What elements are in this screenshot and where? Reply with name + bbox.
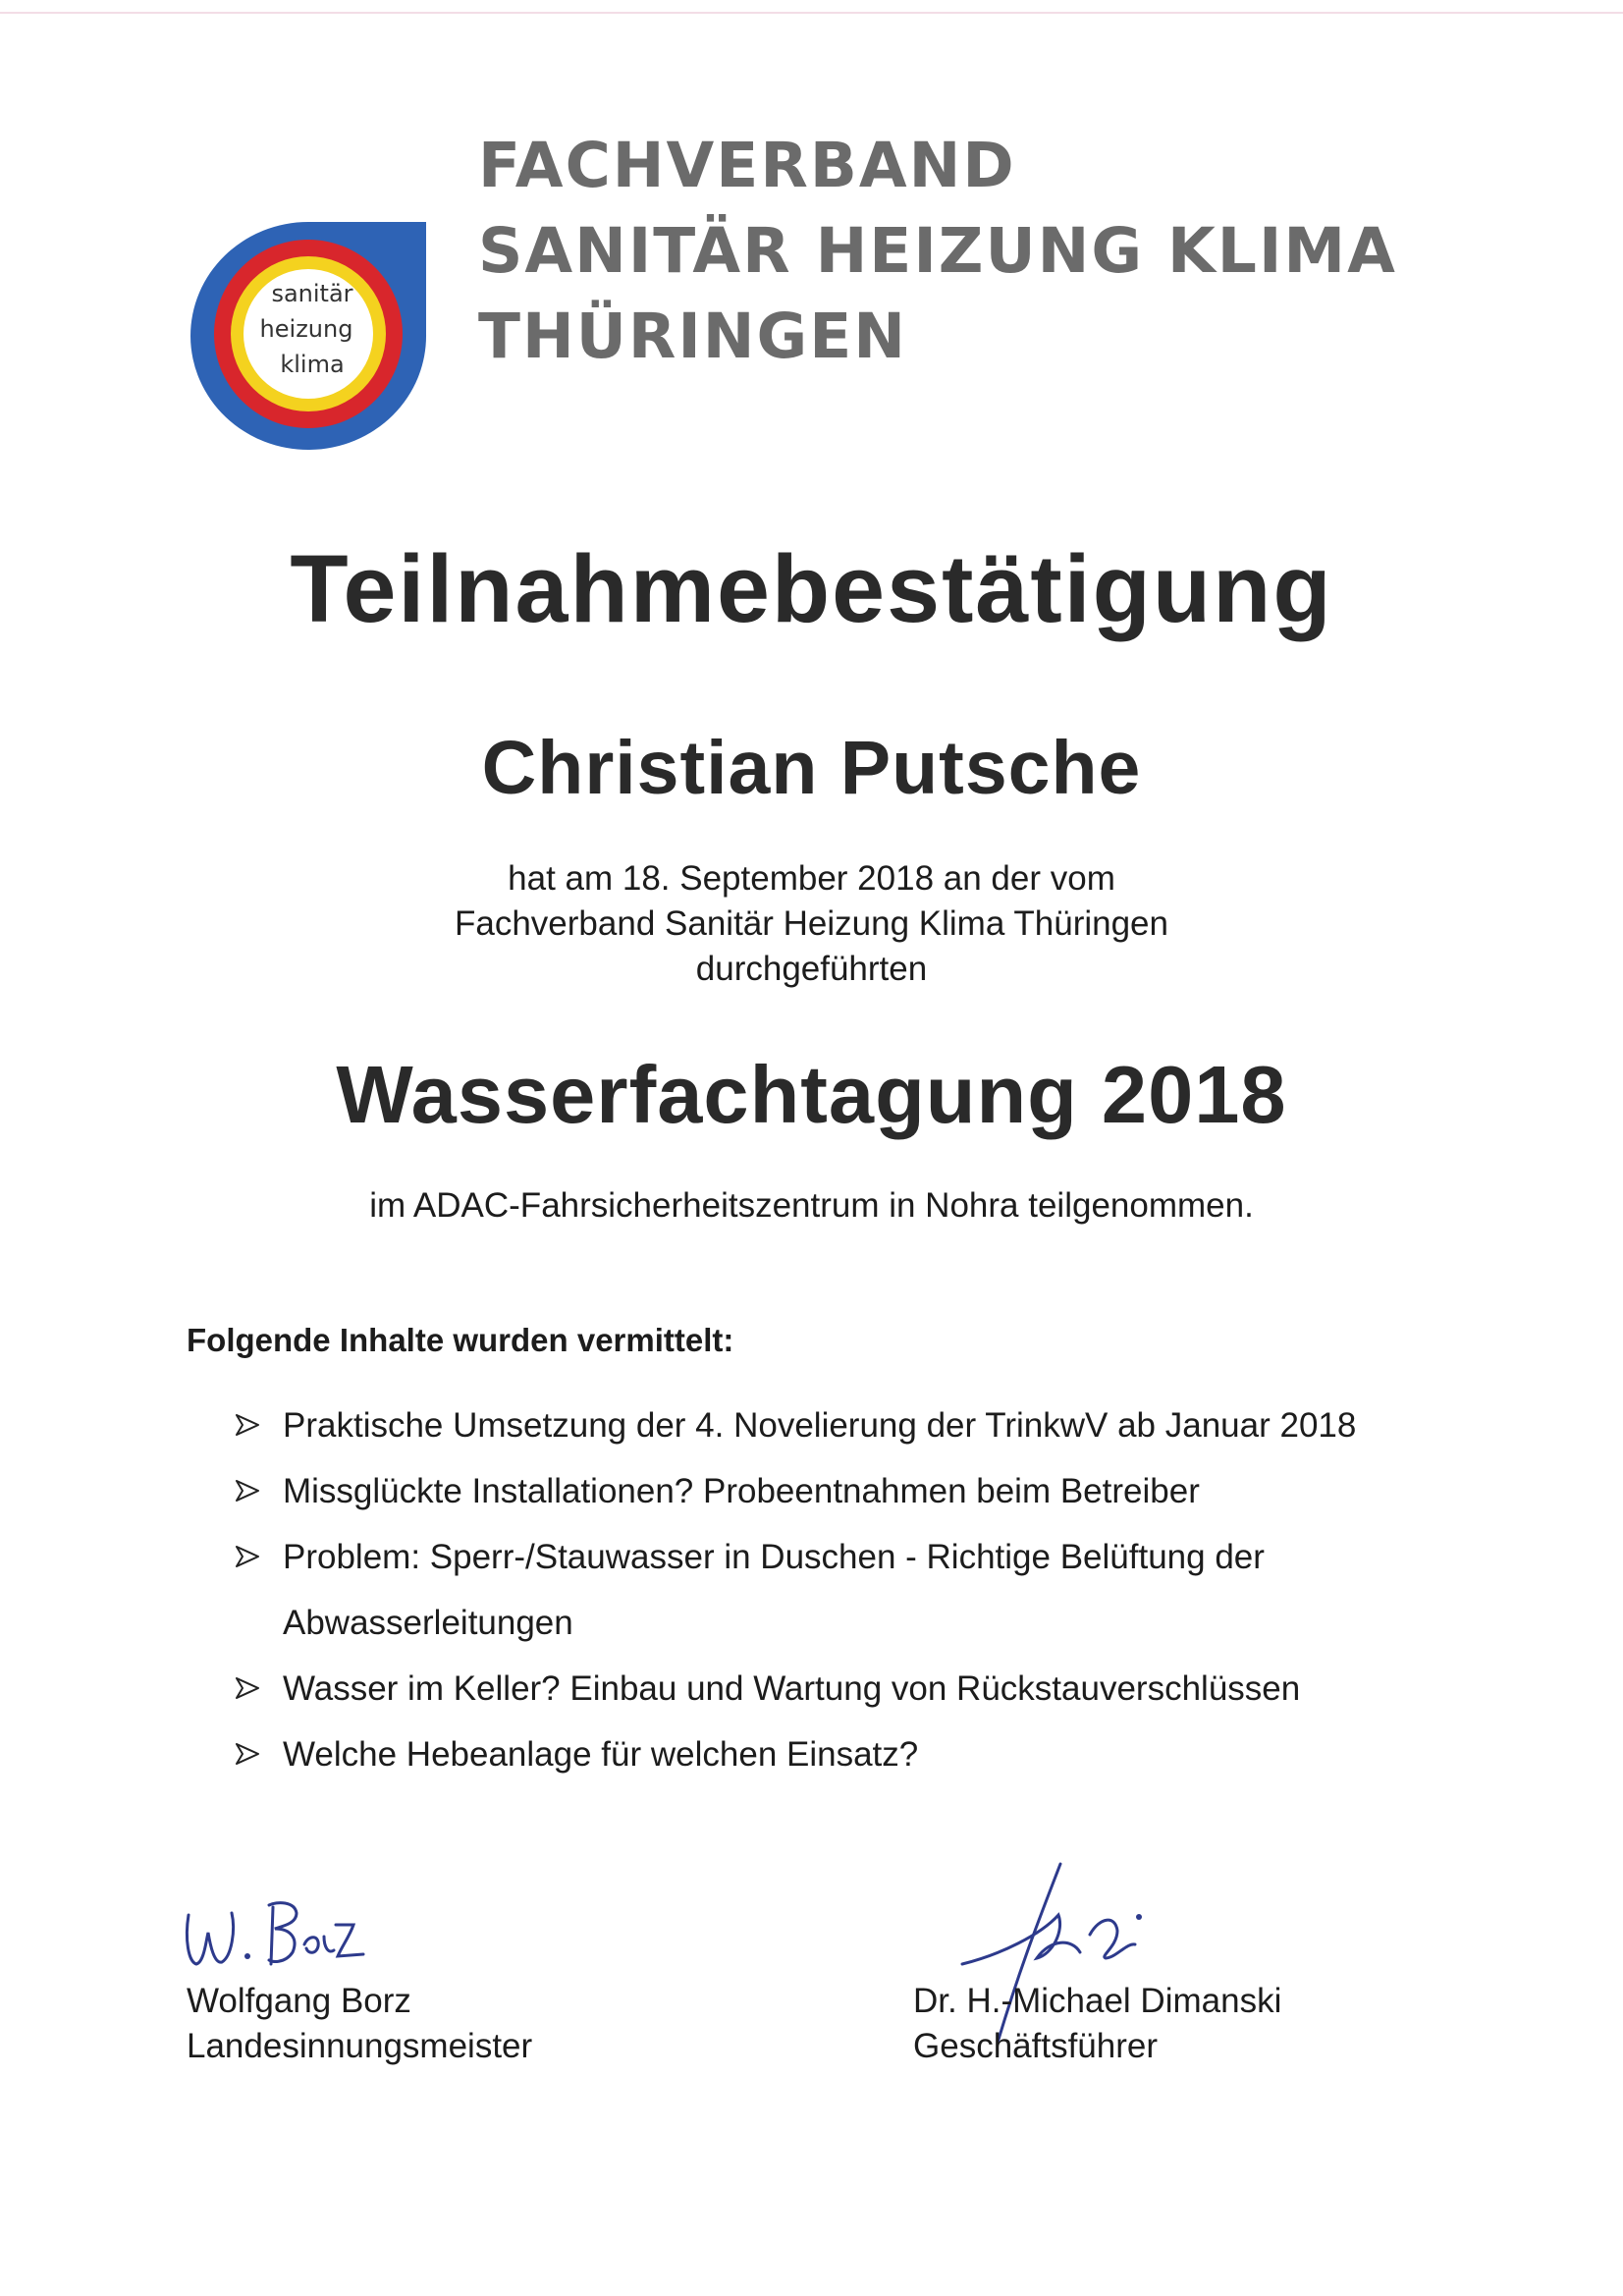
recipient-name: Christian Putsche <box>481 726 1142 810</box>
association-logo <box>187 218 430 452</box>
intro-line-1: hat am 18. September 2018 an der vom <box>508 859 1115 898</box>
intro-line-3: durchgeführten <box>695 950 928 988</box>
list-item <box>236 1393 1443 1458</box>
signer-role-right: Geschäftsführer <box>913 2027 1158 2065</box>
list-item <box>236 1458 1443 1524</box>
contents-list <box>236 1393 1443 1787</box>
logo-text-line-1: sanitär <box>271 280 353 307</box>
contents-heading: Folgende Inhalte wurden vermittelt: <box>187 1322 734 1358</box>
organization-name-line-3: THÜRINGEN <box>478 301 908 372</box>
organization-name-line-2: SANITÄR HEIZUNG KLIMA <box>478 215 1397 287</box>
intro-text <box>0 856 1623 992</box>
arrow-bullet-icon <box>236 1414 259 1436</box>
organization-name <box>478 123 1558 379</box>
location-line: im ADAC-Fahrsicherheitszentrum in Nohra teilgenommen. <box>369 1186 1254 1225</box>
intro-line-2: Fachverband Sanitär Heizung Klima Thüringen <box>455 904 1168 943</box>
list-item <box>236 1722 1443 1787</box>
logo-text-line-3: klima <box>280 351 345 378</box>
arrow-bullet-icon <box>236 1480 259 1502</box>
list-item-text: Missglückte Installationen? Probeentnahmen beim Betreiber <box>283 1472 1200 1510</box>
list-item <box>236 1524 1443 1656</box>
document-title: Teilnahmebestätigung <box>290 535 1333 642</box>
logo-text-line-2: heizung <box>259 315 353 343</box>
signature-left-drawing <box>167 1886 403 1994</box>
list-item-text: Welche Hebeanlage für welchen Einsatz? <box>283 1735 919 1774</box>
signer-name-right: Dr. H.-Michael Dimanski <box>913 1982 1282 2020</box>
signature-left <box>187 1979 532 2069</box>
arrow-bullet-icon <box>236 1743 259 1765</box>
list-item-text: Wasser im Keller? Einbau und Wartung von Rückstauverschlüssen <box>283 1669 1301 1708</box>
list-item <box>236 1656 1443 1722</box>
arrow-bullet-icon <box>236 1546 259 1567</box>
signer-name-left: Wolfgang Borz <box>187 1982 411 2020</box>
arrow-bullet-icon <box>236 1677 259 1699</box>
signer-role-left: Landesinnungsmeister <box>187 2027 533 2065</box>
top-edge-line <box>0 12 1623 14</box>
list-item-text: Problem: Sperr-/Stauwasser in Duschen - Richtige Belüftung der Abwasserleitungen <box>283 1538 1265 1642</box>
event-title: Wasserfachtagung 2018 <box>336 1049 1287 1140</box>
signature-right <box>913 1979 1281 2069</box>
organization-name-line-1: FACHVERBAND <box>478 130 1016 201</box>
list-item-text: Praktische Umsetzung der 4. Novelierung der TrinkwV ab Januar 2018 <box>283 1406 1357 1445</box>
